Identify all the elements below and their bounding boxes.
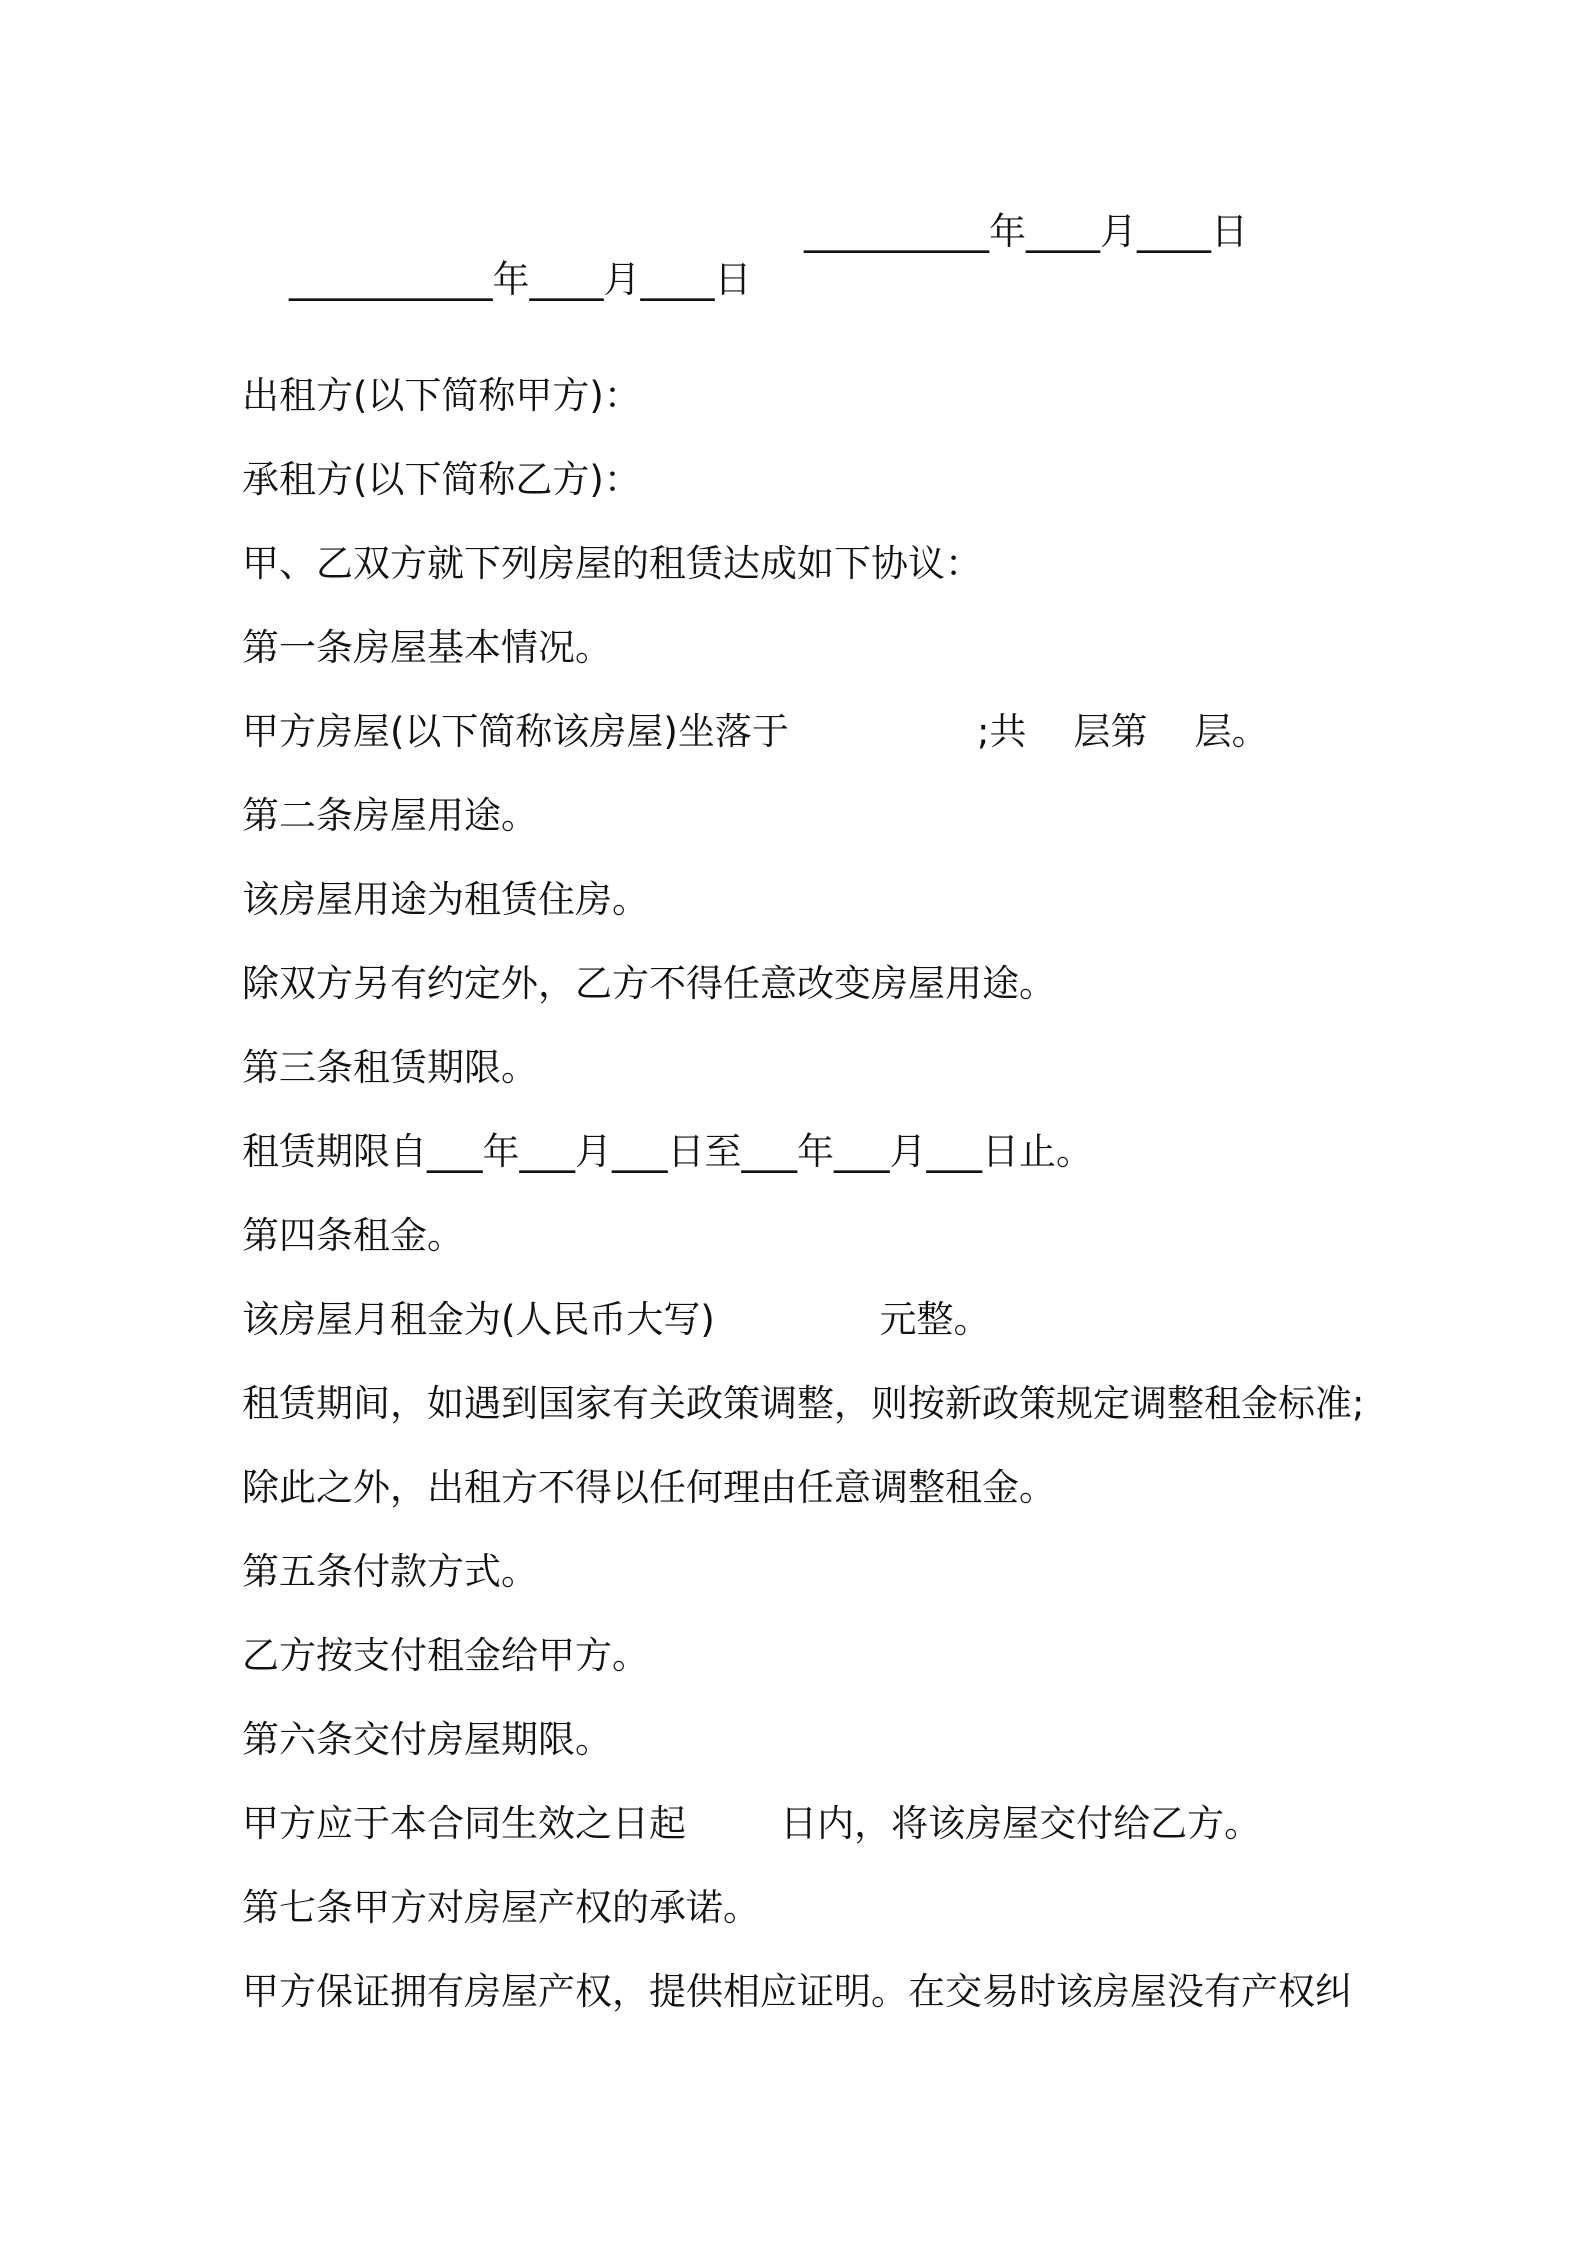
line-article-6-delivery: 甲方应于本合同生效之日起 日内，将该房屋交付给乙方。 [242, 1802, 1262, 1845]
line-article-4-title: 第四条租金。 [242, 1214, 464, 1257]
line-agreement-intro: 甲、乙双方就下列房屋的租赁达成如下协议： [242, 542, 982, 585]
line-article-1-location: 甲方房屋(以下简称该房屋)坐落于 ;共 层第 层。 [242, 710, 1269, 753]
line-article-2-restriction: 除双方另有约定外，乙方不得任意改变房屋用途。 [242, 962, 1056, 1005]
line-article-7-title: 第七条甲方对房屋产权的承诺。 [242, 1886, 760, 1929]
line-article-3-term: 租赁期限自___年___月___日至___年___月___日止。 [242, 1130, 1093, 1173]
line-article-7-guarantee: 甲方保证拥有房屋产权，提供相应证明。在交易时该房屋没有产权纠 [242, 1970, 1352, 2013]
line-article-2-use: 该房屋用途为租赁住房。 [242, 878, 649, 921]
line-article-2-title: 第二条房屋用途。 [242, 794, 538, 837]
line-article-4-rent: 该房屋月租金为(人民币大写) 元整。 [242, 1298, 991, 1341]
line-article-3-title: 第三条租赁期限。 [242, 1046, 538, 1089]
date-right: __________年____月____日 [804, 210, 1248, 253]
line-article-4-policy: 租赁期间，如遇到国家有关政策调整，则按新政策规定调整租金标准; [242, 1382, 1365, 1425]
date-left: ___________年____月____日 [289, 258, 752, 301]
line-article-4-no-adjust: 除此之外，出租方不得以任何理由任意调整租金。 [242, 1466, 1056, 1509]
line-article-1-title: 第一条房屋基本情况。 [242, 626, 612, 669]
line-article-6-title: 第六条交付房屋期限。 [242, 1718, 612, 1761]
line-article-5-title: 第五条付款方式。 [242, 1550, 538, 1593]
line-article-5-payment: 乙方按支付租金给甲方。 [242, 1634, 649, 1677]
line-lessor: 出租方(以下简称甲方)： [242, 374, 641, 417]
line-lessee: 承租方(以下简称乙方)： [242, 458, 641, 501]
